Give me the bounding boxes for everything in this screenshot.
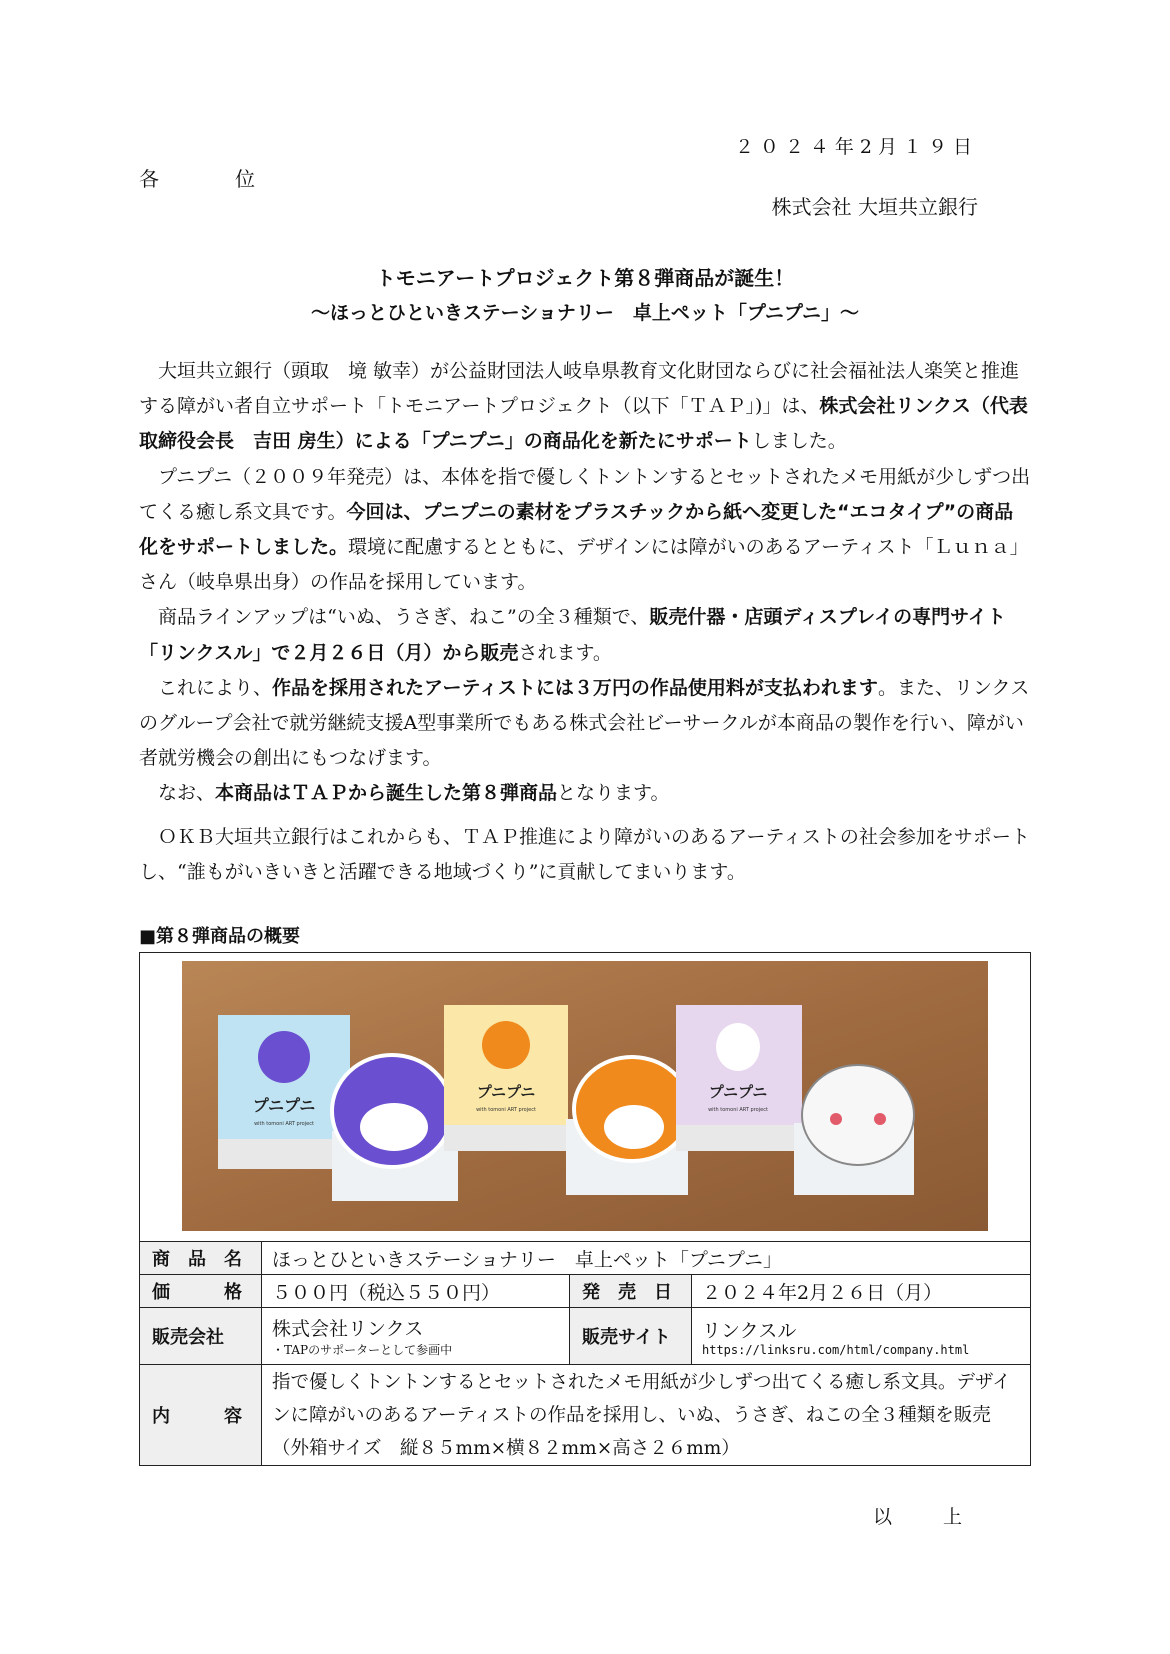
document-title: トモニアートプロジェクト第８弾商品が誕生！ [375, 266, 795, 290]
rabbit-pet [802, 1065, 914, 1165]
paragraph-4: これにより、作品を採用されたアーティストには３万円の作品使用料が支払われます。また、リンクスのグループ会社で就労継続支援A型事業所でもある株式会社ビーサークルが本商品の製作を行い、障がい者就労機会の創出にもつなげます。 [139, 676, 1030, 770]
recipient: 各 位 [139, 167, 283, 191]
paragraph-3: 商品ラインアップは“いぬ、うさぎ、ねこ”の全３種類で、販売什器・店頭ディスプレイの専門サイト「リンクスル」で２月２６日（月）から販売されます。 [139, 606, 1006, 664]
label-content: 内 容 [140, 1365, 262, 1465]
issuer-company: 株式会社 大垣共立銀行 [771, 195, 978, 219]
paragraph-1: 大垣共立銀行（頭取 境 敏幸）が公益財団法人岐阜県教育文化財団ならびに社会福祉法人楽笑と推進する障がい者自立サポート「トモニアートプロジェクト（以下「ＴＡＰ」)」は、株式会社リンクス（代表取締役会長 吉田 房生）による「プニプニ」の商品化を新たにサポートしました。 [139, 360, 1028, 453]
value-release-date: ２０２４年2月２６日（月） [702, 1281, 943, 1304]
box-brand-text: プニプニ [708, 1083, 768, 1101]
value-seller [262, 1308, 570, 1364]
paragraph-2: プニプニ（２００９年発売）は、本体を指で優しくトントンするとセットされたメモ用紙が少しずつ出てくる癒し系文具です。今回は、プニプニの素材をプラスチックから紙へ変更した“エコタイプ”の商品化をサポートしました。環境に配慮するとともに、デザインには障がいのあるアーティスト「Ｌｕｎａ」さん（岐阜県出身）の作品を採用しています。 [139, 465, 1031, 594]
closing-mark: 以 上 [872, 1506, 978, 1528]
row-content [140, 1365, 1030, 1465]
product-photo-illustration [182, 961, 988, 1231]
label-price: 価 格 [140, 1275, 262, 1307]
dog-face-icon [482, 1021, 530, 1069]
box-brand-text: プニプニ [476, 1083, 536, 1101]
box-sub-text: with tomoni ART project [254, 1121, 314, 1127]
paragraph-6: ＯＫＢ大垣共立銀行はこれからも、ＴＡＰ推進により障がいのあるアーティストの社会参加をサポートし、“誰もがいきいきと活躍できる地域づくり”に貢献してまいります。 [139, 825, 1030, 883]
row-product-name [140, 1242, 1030, 1275]
seller-name: 株式会社リンクス [272, 1318, 424, 1340]
seller-note: ・TAPのサポーターとして参画中 [272, 1343, 453, 1357]
body-text [139, 354, 1031, 890]
row-price-release [140, 1275, 1030, 1308]
box-sub-text: with tomoni ART project [476, 1107, 536, 1113]
product-table [139, 952, 1031, 1466]
value-content: 指で優しくトントンするとセットされたメモ用紙が少しずつ出てくる癒し系文具。デザインに障がいのあるアーティストの作品を採用し、いぬ、うさぎ、ねこの全３種類を販売（外箱サイズ 縦８５mm×横８２mm×高さ２６mm） [272, 1371, 1011, 1459]
label-product-name: 商 品 名 [140, 1242, 262, 1274]
section-title: ■第８弾商品の概要 [139, 926, 301, 947]
sales-site-url[interactable]: https://linksru.com/html/company.html [702, 1342, 970, 1357]
box-sub-text: with tomoni ART project [708, 1107, 768, 1113]
label-sales-site: 販売サイト [570, 1308, 692, 1364]
value-price: ５００円（税込５５０円） [262, 1275, 570, 1307]
value-product-name: ほっとひといきステーショナリー 卓上ペット「プニプニ」 [272, 1248, 782, 1271]
label-release-date: 発 売 日 [570, 1275, 692, 1307]
row-seller-site [140, 1308, 1030, 1365]
paragraph-5: なお、本商品はＴＡＰから誕生した第８弾商品となります。 [158, 782, 670, 805]
value-sales-site [692, 1308, 979, 1364]
sales-site-name: リンクスル [702, 1319, 797, 1342]
box-brand-text: プニプニ [252, 1096, 316, 1115]
document-subtitle: ～ほっとひといきステーショナリー 卓上ペット「プニプニ」～ [311, 302, 859, 324]
document-date: ２０２４年2月１９日 [734, 136, 978, 158]
cat-face-icon [258, 1031, 310, 1083]
label-seller: 販売会社 [140, 1308, 262, 1364]
product-photo [140, 953, 1030, 1242]
rabbit-face-icon [716, 1023, 760, 1071]
